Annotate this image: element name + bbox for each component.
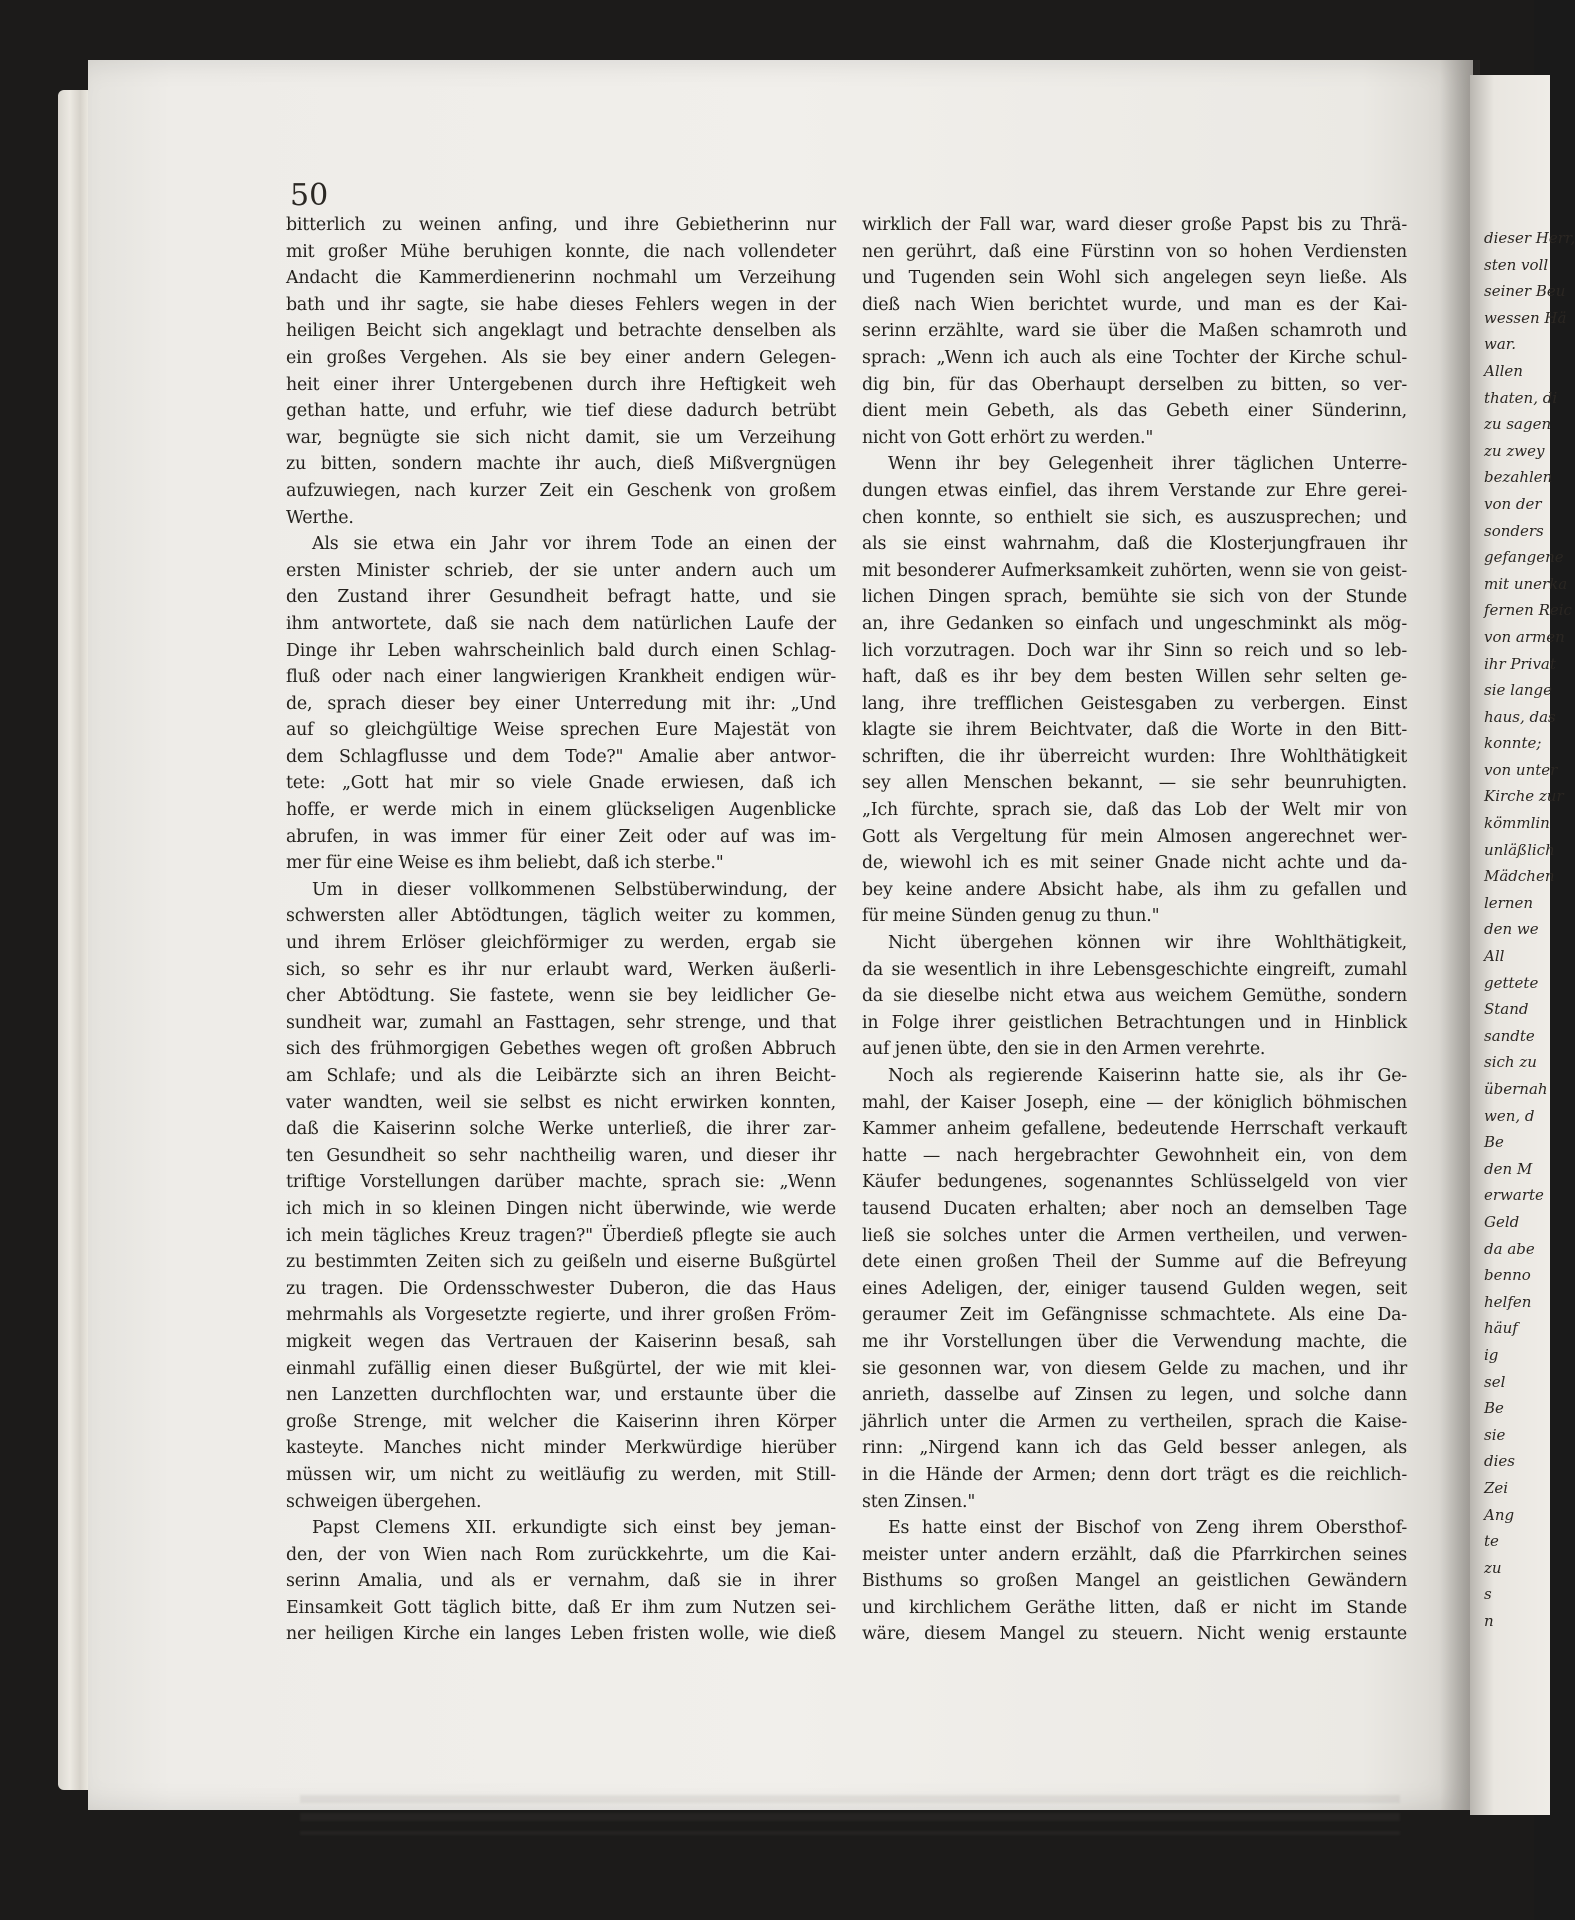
text-line: ner heiligen Kirche ein langes Leben fristen wolle, wie dieß: [286, 1624, 836, 1645]
text-line: Werthe.: [286, 507, 354, 528]
next-page-fragment: Zei: [1484, 1478, 1509, 1497]
text-line: Gott als Vergeltung für mein Almosen angerechnet wer-: [862, 826, 1407, 847]
text-line: lichen Dingen sprach, bemühte sie sich von der Stunde: [862, 587, 1407, 608]
text-line: heit einer ihrer Untergebenen durch ihre Heftigkeit weh: [286, 374, 836, 395]
next-page-fragment: zu: [1484, 1558, 1502, 1577]
text-line: klagte sie ihrem Beichtvater, daß die Worte in den Bitt-: [862, 720, 1407, 741]
text-line: Andacht die Kammerdienerinn nochmahl um Verzeihung: [286, 268, 836, 289]
text-line: lang, ihre trefflichen Geistesgaben zu verbergen. Einst: [862, 693, 1407, 714]
text-line: ein großes Vergehen. Als sie bey einer andern Gelegen-: [286, 347, 836, 368]
text-line: war, begnügte sie sich nicht damit, sie um Verzeihung: [286, 427, 836, 448]
text-line: Als sie etwa ein Jahr vor ihrem Tode an einen der: [312, 534, 836, 555]
text-line: Papst Clemens XII. erkundigte sich einst bey jeman-: [312, 1518, 836, 1539]
next-page-fragment: Allen: [1484, 361, 1523, 380]
text-line: auf so gleichgültige Weise sprechen Eure Majestät von: [286, 720, 836, 741]
text-line: tete: „Gott hat mir so viele Gnade erwiesen, daß ich: [286, 773, 836, 794]
text-line: sich des frühmorgigen Gebethes wegen oft großen Abbruch: [286, 1039, 836, 1060]
next-page-fragment: unläßlich: [1484, 840, 1555, 859]
text-line: triftige Vorstellungen darüber machte, sprach sie: „Wenn: [286, 1172, 836, 1193]
next-page-fragment: erwarte: [1484, 1186, 1544, 1205]
next-page-fragment: bezahlen: [1484, 468, 1553, 487]
text-line: große Strenge, mit welcher die Kaiserinn ihren Körper: [286, 1411, 836, 1432]
text-line: jährlich unter die Armen zu vertheilen, sprach die Kaise-: [862, 1411, 1407, 1432]
next-page-fragment: te: [1484, 1532, 1499, 1551]
next-page-fragment: sten voll: [1484, 255, 1549, 274]
next-page-fragment: sie: [1484, 1425, 1506, 1444]
text-line: und kirchlichem Geräthe litten, daß er nicht im Stande: [862, 1597, 1407, 1618]
text-line: dete einen großen Theil der Summe auf die Befreyung: [862, 1252, 1407, 1273]
text-line: hatte — nach hergebrachter Gewohnheit ein, von dem: [862, 1145, 1407, 1166]
text-line: einmahl zufällig einen dieser Bußgürtel, der wie mit klei-: [286, 1358, 836, 1379]
text-line: heiligen Beicht sich angeklagt und betrachte denselben als: [286, 321, 836, 342]
next-page-fragment: von armen: [1484, 627, 1565, 646]
text-line: dieß nach Wien berichtet wurde, und man es der Kai-: [862, 294, 1407, 315]
text-line: sprach: „Wenn ich auch als eine Tochter der Kirche schul-: [862, 347, 1407, 368]
text-line: wirklich der Fall war, ward dieser große Papst bis zu Thrä-: [862, 215, 1407, 235]
text-line: als sie einst wahrnahm, daß die Klosterjungfrauen ihr: [862, 534, 1407, 555]
next-page-fragment: Stand: [1484, 1000, 1529, 1019]
text-line: am Schlafe; und als die Leibärzte sich an ihren Beicht-: [286, 1066, 836, 1086]
text-line: daß die Kaiserinn solche Werke unterließ, die ihrer zar-: [286, 1119, 836, 1140]
text-line: sich, so sehr es ihr nur erlaubt ward, Werken äußerli-: [286, 959, 836, 980]
text-line: dient mein Gebeth, als das Gebeth einer Sünderinn,: [862, 401, 1407, 422]
text-line: müssen wir, um nicht zu weitläufig zu werden, mit Still-: [286, 1464, 836, 1485]
text-line: haft, daß es ihr bey dem besten Willen sehr selten ge-: [862, 667, 1407, 688]
next-page-fragment: übernah: [1484, 1080, 1548, 1098]
next-page-fragment: den we: [1484, 920, 1539, 939]
text-line: und ihrem Erlöser gleichförmiger zu werden, ergab sie: [286, 933, 836, 954]
text-line: nen gerührt, daß eine Fürstinn von so hohen Verdiensten: [862, 241, 1407, 262]
text-line: aufzuwiegen, nach kurzer Zeit ein Geschenk von großem: [286, 480, 836, 501]
next-page-fragment: konnte;: [1484, 734, 1542, 753]
text-line: meister unter andern erzählt, daß die Pfarrkirchen seines: [862, 1544, 1407, 1565]
next-page-fragment: sie lange: [1484, 681, 1553, 700]
text-line: ich mein tägliches Kreuz tragen?" Überdieß pflegte sie auch: [286, 1225, 836, 1246]
text-line: Käufer bedungenes, sogenanntes Schlüsselgeld von vier: [862, 1172, 1407, 1193]
text-line: Es hatte einst der Bischof von Zeng ihrem Obersthof-: [888, 1518, 1407, 1539]
next-page-fragment: wen, d: [1484, 1106, 1535, 1125]
text-line: sten Zinsen.": [862, 1491, 976, 1512]
text-line: eines Adeligen, der, einiger tausend Gulden wegen, seit: [862, 1278, 1407, 1299]
next-page-fragment: Ang: [1484, 1505, 1515, 1524]
text-line: in die Hände der Armen; denn dort trägt es die reichlich-: [862, 1464, 1407, 1485]
next-page-fragment: mit unerka: [1484, 574, 1568, 593]
text-line: abrufen, in was immer für einer Zeit oder auf was im-: [286, 826, 836, 847]
text-line: Nicht übergehen können wir ihre Wohlthätigkeit,: [888, 933, 1407, 954]
text-line: Bisthums so großen Mangel an geistlichen Gewändern: [862, 1571, 1407, 1592]
text-line: de, wiewohl ich es mit seiner Gnade nicht achte und da-: [862, 853, 1407, 874]
text-line: chen konnte, so enthielt sie sich, es auszusprechen; und: [862, 507, 1407, 528]
next-page-fragment: dies: [1484, 1452, 1515, 1471]
text-line: de, sprach dieser bey einer Unterredung mit ihr: „Und: [286, 693, 836, 714]
next-page-fragment: Be: [1484, 1133, 1504, 1152]
text-line: serinn Amalia, und als er vernahm, daß sie in ihrer: [286, 1571, 836, 1592]
next-page-fragment: benno: [1484, 1266, 1531, 1285]
text-line: sundheit war, zumahl an Fasttagen, sehr strenge, und that: [286, 1012, 836, 1033]
text-line: da sie dieselbe nicht etwa aus weichem Gemüthe, sondern: [862, 986, 1407, 1007]
text-line: rinn: „Nirgend kann ich das Geld besser anlegen, als: [862, 1438, 1407, 1459]
text-line: dungen etwas einfiel, das ihrem Verstande zur Ehre gerei-: [862, 480, 1407, 501]
text-line: bitterlich zu weinen anfing, und ihre Gebietherinn nur: [286, 215, 836, 235]
text-line: sey allen Menschen bekannt, — sie sehr beunruhigten.: [862, 773, 1407, 794]
text-line: ich mich in so kleinen Dingen nicht überwinde, wie werde: [286, 1198, 836, 1219]
text-line: schweigen übergehen.: [286, 1491, 482, 1512]
text-line: ten Gesundheit so sehr nachtheilig waren, und dieser ihr: [286, 1145, 836, 1166]
text-line: lich vorzutragen. Doch war ihr Sinn so reich und so leb-: [862, 640, 1407, 661]
next-page-fragment: sel: [1484, 1372, 1506, 1391]
next-page-fragment: von unter: [1484, 760, 1558, 779]
text-line: da sie wesentlich in ihre Lebensgeschichte eingreift, zumahl: [862, 959, 1407, 980]
text-line: nen Lanzetten durchflochten war, und erstaunte über die: [286, 1385, 836, 1406]
text-line: zu bitten, sondern machte ihr auch, dieß Mißvergnügen: [286, 454, 836, 475]
right-text-column: [862, 212, 1407, 1648]
text-line: schwersten aller Abtödtungen, täglich weiter zu kommen,: [286, 906, 836, 927]
next-page-fragment: zu sagen: [1484, 415, 1552, 434]
next-page-fragment: ig: [1484, 1345, 1499, 1364]
text-line: Um in dieser vollkommenen Selbstüberwindung, der: [312, 879, 836, 900]
text-line: bath und ihr sagte, sie habe dieses Fehlers wegen in der: [286, 294, 836, 315]
text-line: Wenn ihr bey Gelegenheit ihrer täglichen Unterre-: [888, 454, 1407, 475]
text-line: anrieth, dasselbe auf Zinsen zu legen, und solche dann: [862, 1385, 1407, 1406]
text-line: kasteyte. Manches nicht minder Merkwürdige hierüber: [286, 1438, 836, 1459]
text-line: dem Schlagflusse und dem Tode?" Amalie aber antwor-: [286, 746, 836, 767]
next-page-fragment: wessen Hä: [1484, 308, 1567, 327]
text-line: cher Abtödtung. Sie fastete, wenn sie bey leidlicher Ge-: [286, 986, 836, 1007]
text-line: hoffe, er werde mich in einem glückseligen Augenblicke: [286, 800, 836, 821]
next-page-fragment: war.: [1484, 335, 1517, 354]
text-line: Kammer anheim gefallene, bedeutende Herrschaft verkauft: [862, 1119, 1407, 1140]
text-line: auf jenen übte, den sie in den Armen verehrte.: [862, 1039, 1266, 1060]
next-page-fragment: Geld: [1484, 1212, 1520, 1231]
next-page-fragment: haus, das: [1484, 707, 1556, 726]
next-page-fragment: dieser Herr,: [1484, 229, 1575, 247]
text-line: migkeit wegen das Vertrauen der Kaiserinn besaß, sah: [286, 1331, 836, 1352]
text-line: fluß oder nach einer langwierigen Krankheit endigen wür-: [286, 667, 836, 688]
next-page-fragment: von der: [1484, 494, 1542, 513]
text-line: Noch als regierende Kaiserinn hatte sie, als ihr Ge-: [888, 1066, 1407, 1086]
text-line: ließ sie solches unter die Armen vertheilen, und verwen-: [862, 1225, 1407, 1246]
next-page-fragment: thaten, di: [1484, 388, 1558, 407]
text-line: zu tragen. Die Ordensschwester Duberon, die das Haus: [286, 1278, 836, 1299]
next-page-fragment: All: [1484, 947, 1505, 966]
text-line: Einsamkeit Gott täglich bitte, daß Er ihm zum Nutzen sei-: [286, 1597, 836, 1618]
next-page-fragment: häuf: [1484, 1319, 1518, 1338]
text-line: vater wandten, weil sie selbst es nicht erwirken konnten,: [286, 1092, 836, 1113]
next-page-fragment: kömmlin: [1484, 814, 1550, 833]
text-line: me ihr Vorstellungen über die Verwendung machte, die: [862, 1331, 1407, 1352]
text-line: bey keine andere Absicht habe, als ihm zu gefallen und: [862, 879, 1407, 900]
text-line: den, der von Wien nach Rom zurückkehrte, um die Kai-: [286, 1544, 836, 1565]
next-page-fragment: helfen: [1484, 1292, 1532, 1311]
next-page-edge: [1470, 75, 1575, 1815]
text-line: an, ihre Gedanken so einfach und ungeschminkt als mög-: [862, 613, 1407, 634]
text-line: schriften, die ihr überreicht wurden: Ihre Wohlthätigkeit: [862, 746, 1407, 767]
text-line: mit besonderer Aufmerksamkeit zuhörten, wenn sie von geist-: [862, 560, 1407, 581]
text-line: gethan hatte, und erfuhr, wie tief diese dadurch betrübt: [286, 401, 836, 422]
next-page-fragment: n: [1484, 1611, 1494, 1630]
next-page-fragment: zu zwey: [1484, 441, 1545, 460]
text-line: geraumer Zeit im Gefängnisse schmachtete. Als eine Da-: [862, 1305, 1407, 1326]
next-page-fragment: fernen Reic: [1484, 601, 1572, 620]
text-line: dig bin, für das Oberhaupt derselben zu bitten, so ver-: [862, 374, 1407, 395]
text-line: und Tugenden sein Wohl sich angelegen seyn ließe. Als: [862, 268, 1407, 289]
next-page-fragment: seiner Beu: [1484, 282, 1566, 301]
left-text-column: [286, 212, 836, 1648]
next-page-fragment: ihr Privat: [1484, 654, 1556, 673]
next-page-fragment: sandte: [1484, 1026, 1535, 1045]
next-page-fragment: gettete: [1484, 973, 1539, 992]
text-line: Dinge ihr Leben wahrscheinlich bald durch einen Schlag-: [286, 640, 836, 661]
text-line: den Zustand ihrer Gesundheit befragt hatte, und sie: [286, 587, 836, 608]
text-line: ihm antwortete, daß sie nach dem natürlichen Laufe der: [286, 613, 836, 634]
next-page-fragment: s: [1484, 1585, 1492, 1604]
next-page-text-fragments: [1484, 225, 1575, 1634]
text-line: mit großer Mühe beruhigen konnte, die nach vollendeter: [286, 241, 836, 262]
text-line: ersten Minister schrieb, der sie unter andern auch um: [286, 560, 836, 581]
text-line: wäre, diesem Mangel zu steuern. Nicht wenig erstaunte: [862, 1624, 1407, 1645]
next-page-fragment: sich zu: [1484, 1053, 1537, 1072]
ink-bleed-through: [300, 1795, 1400, 1835]
text-line: in Folge ihrer geistlichen Betrachtungen und in Hinblick: [862, 1012, 1407, 1033]
text-line: serinn erzählte, ward sie über die Maßen schamroth und: [862, 321, 1407, 342]
text-line: mahl, der Kaiser Joseph, eine — der königlich böhmischen: [862, 1092, 1407, 1113]
page-number: 50: [290, 178, 329, 213]
text-line: mer für eine Weise es ihm beliebt, daß ich sterbe.": [286, 853, 724, 874]
next-page-fragment: lernen: [1484, 893, 1534, 912]
next-page-fragment: gefangene: [1484, 548, 1564, 567]
next-page-fragment: den M: [1484, 1159, 1533, 1178]
next-page-fragment: Mädchen: [1484, 867, 1555, 886]
next-page-fragment: sonders: [1484, 521, 1544, 540]
next-page-fragment: da abe: [1484, 1239, 1535, 1258]
text-line: sie gesonnen war, von diesem Gelde zu machen, und ihr: [862, 1358, 1407, 1379]
text-line: tausend Ducaten erhalten; aber noch an demselben Tage: [862, 1198, 1407, 1219]
next-page-fragment: Kirche zur: [1484, 787, 1564, 806]
text-line: „Ich fürchte, sprach sie, daß das Lob der Welt mir von: [862, 800, 1407, 821]
next-page-fragment: Be: [1484, 1399, 1504, 1418]
text-line: nicht von Gott erhört zu werden.": [862, 427, 1154, 448]
text-line: mehrmahls als Vorgesetzte regierte, und ihrer großen Fröm-: [286, 1305, 836, 1326]
text-line: für meine Sünden genug zu thun.": [862, 906, 1160, 927]
text-line: zu bestimmten Zeiten sich zu geißeln und eiserne Bußgürtel: [286, 1252, 836, 1273]
